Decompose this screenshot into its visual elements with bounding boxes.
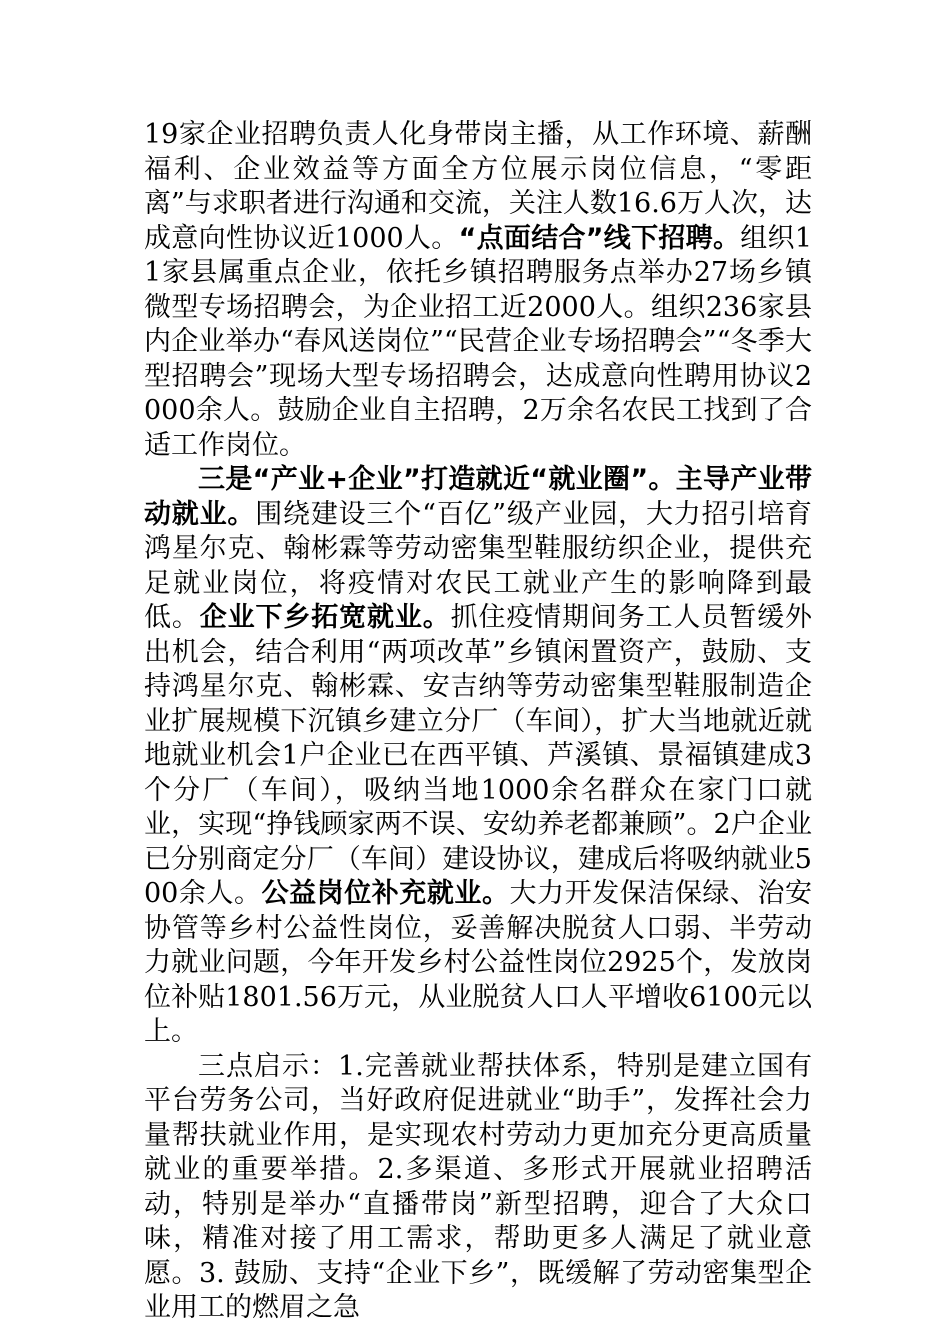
paragraph-2-heading-1: 三是“产业+企业”打造就近“就业圈”。主导产业带动就业。 — [144, 464, 812, 530]
paragraph-3 — [144, 1050, 812, 1326]
paragraph-1-text-1: 19家企业招聘负责人化身带岗主播，从工作环境、薪酬福利、企业效益等方面全方位展示岗位信息，“零距离”与求职者进行沟通和交流，关注人数16.6万人次，达成意向性协议近1000人。 — [144, 119, 812, 254]
paragraph-3-text-1: 三点启示：1.完善就业帮扶体系，特别是建立国有平台劳务公司，当好政府促进就业“助手”，发挥社会力量帮扶就业作用，是实现农村劳动力更加充分更高质量就业的重要举措。2.多渠道、多形式开展就业招聘活动，特别是举办“直播带岗”新型招聘，迎合了大众口味，精准对接了用工需求，帮助更多人满足了就业意愿。3. 鼓励、支持“企业下乡”，既缓解了劳动密集型企业用工的燃眉之急 — [144, 1050, 812, 1323]
paragraph-2-heading-2: 企业下乡拓宽就业。 — [199, 602, 451, 633]
paragraph-2-heading-3: 公益岗位补充就业。 — [261, 878, 510, 909]
paragraph-2-text-1: 围绕建设三个“百亿”级产业园，大力招引培育鸿星尔克、翰彬霖等劳动密集型鞋服纺织企业，提供充足就业岗位，将疫情对农民工就业产生的影响降到最低。 — [144, 498, 812, 633]
paragraph-2-text-2: 抓住疫情期间务工人员暂缓外出机会，结合利用“两项改革”乡镇闲置资产，鼓励、支持鸿星尔克、翰彬霖、安吉纳等劳动密集型鞋服制造企业扩展规模下沉镇乡建立分厂（车间），扩大当地就近就地就业机会1户企业已在西平镇、芦溪镇、景福镇建成3个分厂（车间），吸纳当地1000余名群众在家门口就业，实现“挣钱顾家两不误、安幼养老都兼顾”。2户企业已分别商定分厂（车间）建设协议，建成后将吸纳就业500余人。 — [144, 602, 813, 909]
paragraph-1 — [144, 118, 812, 463]
paragraph-2 — [144, 463, 812, 1050]
paragraph-1-text-2: 组织11家县属重点企业，依托乡镇招聘服务点举办27场乡镇微型专场招聘会，为企业招工近2000人。组织236家县内企业举办“春风送岗位”“民营企业专场招聘会”“冬季大型招聘会”现场大型专场招聘会，达成意向性聘用协议2000余人。鼓励企业自主招聘，2万余名农民工找到了合适工作岗位。 — [144, 222, 813, 461]
paragraph-2-text-3: 大力开发保洁保绿、治安协管等乡村公益性岗位，妥善解决脱贫人口弱、半劳动力就业问题，今年开发乡村公益性岗位2925个，发放岗位补贴1801.56万元，从业脱贫人口人平增收6100元以上。 — [144, 878, 813, 1047]
document-page — [144, 118, 812, 1326]
paragraph-1-heading-1: “点面结合”线下招聘。 — [458, 222, 741, 254]
